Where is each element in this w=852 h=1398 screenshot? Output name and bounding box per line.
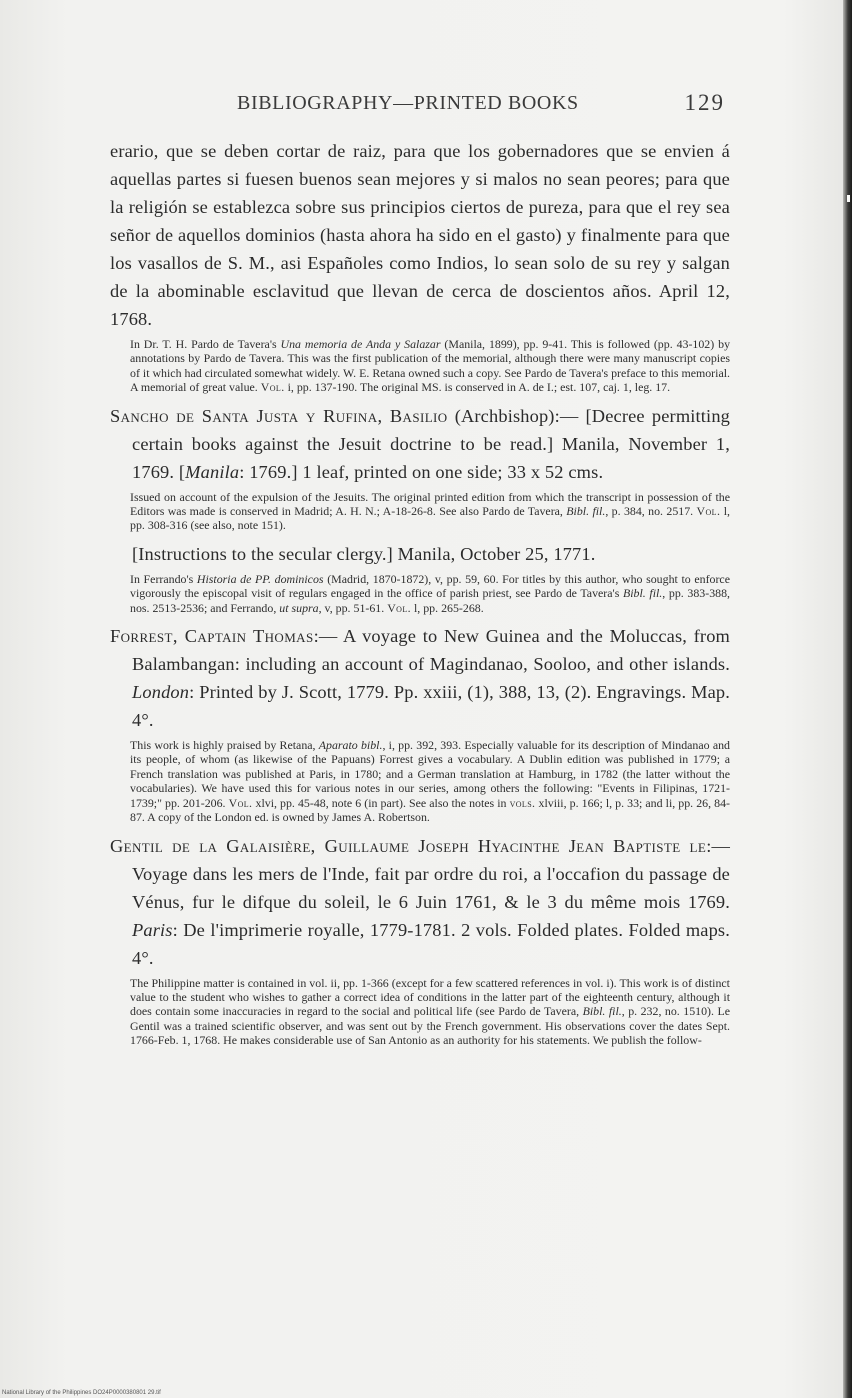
entry-sancho-note: Issued on account of the expulsion of the Jesuits. The original printed edition from which the transcript in possession of the Editors was made is conserved in Madrid; A. H. N.; A-18-26-8. See also Pardo de Tavera, Bibl. fil., p. 384, no. 2517. Vol. l, pp. 308-316 (see also, note 151). xyxy=(130,489,730,533)
scan-edge-shadow xyxy=(843,0,852,1398)
entry-sancho-author: Sancho de Santa Justa y Rufina, Basilio xyxy=(110,405,448,426)
scan-edge-mark xyxy=(847,195,850,202)
entry-forrest-note: This work is highly praised by Retana, Aparato bibl., i, pp. 392, 393. Especially valuable for its description of Mindanao and its people, of whom (as likewise of the Papuans) Forrest gives a vocabulary. A Dublin edition was published in 1779; a French translation was published at Paris, in 1780; and a German translation at Hamburg, in 1782 (the latter without the vocabularies). We have used this for various notes in our series, among others the following: "Events in Filipinas, 1721-1739;" pp. 201-206. Vol. xlvi, pp. 45-48, note 6 (in part). See also the notes in vols. xlviii, p. 166; l, p. 33; and li, pp. 26, 84-87. A copy of the London ed. is owned by James A. Robertson. xyxy=(130,738,730,825)
entry-gentil-note: The Philippine matter is contained in vol. ii, pp. 1-366 (except for a few scattered references in vol. i). This work is of distinct value to the student who wishes to gather a correct idea of conditions in the latter part of the eighteenth century, although it does contain some inaccuracies in regard to the social and political life (see Pardo de Tavera, Bibl. fil., p. 232, no. 1510). Le Gentil was a trained scientific observer, and was sent out by the French government. His observations cover the dates Sept. 1766-Feb. 1, 1768. He makes considerable use of San Antonio as an authority for his statements. We publish the follow- xyxy=(130,975,731,1048)
entry-gentil: Gentil de la Galaisière, Guillaume Joseph Hyacinthe Jean Baptiste le:— Voyage dans les mers de l'Inde, fait par ordre du roi, a l'occafion du passage de Vénus, fur le difque du soleil, le 6 Juin 1761, & le 3 du même mois 1769. Paris: De l'imprimerie royalle, 1779-1781. 2 vols. Folded plates. Folded maps. 4°. xyxy=(110,835,730,968)
entry-sancho: Sancho de Santa Justa y Rufina, Basilio (Archbishop):— [Decree permitting certain books against the Jesuit doctrine to be read.] Manila, November 1, 1769. [Manila: 1769.] 1 leaf, printed on one side; 33 x 52 cms. xyxy=(110,405,731,482)
running-head xyxy=(237,92,725,120)
running-title: BIBLIOGRAPHY—PRINTED BOOKS xyxy=(237,92,579,114)
scan-footer: National Library of the Philippines DO24P0000380801 29.tif xyxy=(2,1390,161,1396)
entry-forrest: Forrest, Captain Thomas:— A voyage to New Guinea and the Moluccas, from Balambangan: including an account of Magindanao, Sooloo, and other islands. London: Printed by J. Scott, 1779. Pp. xxiii, (1), 388, 13, (2). Engravings. Map. 4°. xyxy=(110,626,731,731)
entry-gentil-author: Gentil de la Galaisière, Guillaume Joseph Hyacinthe Jean Baptiste le xyxy=(110,835,707,856)
text-block xyxy=(110,137,730,1055)
continuation-paragraph: erario, que se deben cortar de raiz, para que los gobernadores que se envien á aquellas partes si fuesen buenos sean mejores y si malos no sean peores; para que la religión se establezca sobre sus principios ciertos de pureza, para que el rey sea señor de aquellos dominios (hasta ahora ha sido en el gasto) y finalmente para que los vasallos de S. M., asi Españoles como Indios, lo sean solo de su rey y salgan de la abominable esclavitud que llevan de cerca de doscientos años. April 12, 1768. xyxy=(110,141,730,329)
entry-sancho-second-note: In Ferrando's Historia de PP. dominicos (Madrid, 1870-1872), v, pp. 59, 60. For titles by this author, who sought to enforce vigorously the episcopal visit of regulars engaged in the office of parish priest, see Pardo de Tavera's Bibl. fil., pp. 383-388, nos. 2513-2536; and Ferrando, ut supra, v, pp. 51-61. Vol. l, pp. 265-268. xyxy=(130,571,730,615)
page-number: 129 xyxy=(684,90,725,115)
continuation-note: In Dr. T. H. Pardo de Tavera's Una memoria de Anda y Salazar (Manila, 1899), pp. 9-41. This is followed (pp. 43-102) by annotations by Pardo de Tavera. This was the first publication of the memorial, although there were many manuscript copies of it which had circulated somewhat widely. W. E. Retana owned such a copy. See Pardo de Tavera's preface to this memorial. A memorial of great value. Vol. i, pp. 137-190. The original MS. is conserved in A. de I.; est. 107, caj. 1, leg. 17. xyxy=(130,337,731,395)
entry-forrest-author: Forrest, Captain Thomas xyxy=(110,626,314,647)
entry-sancho-second-title: [Instructions to the secular clergy.] Manila, October 25, 1771. xyxy=(132,543,596,564)
